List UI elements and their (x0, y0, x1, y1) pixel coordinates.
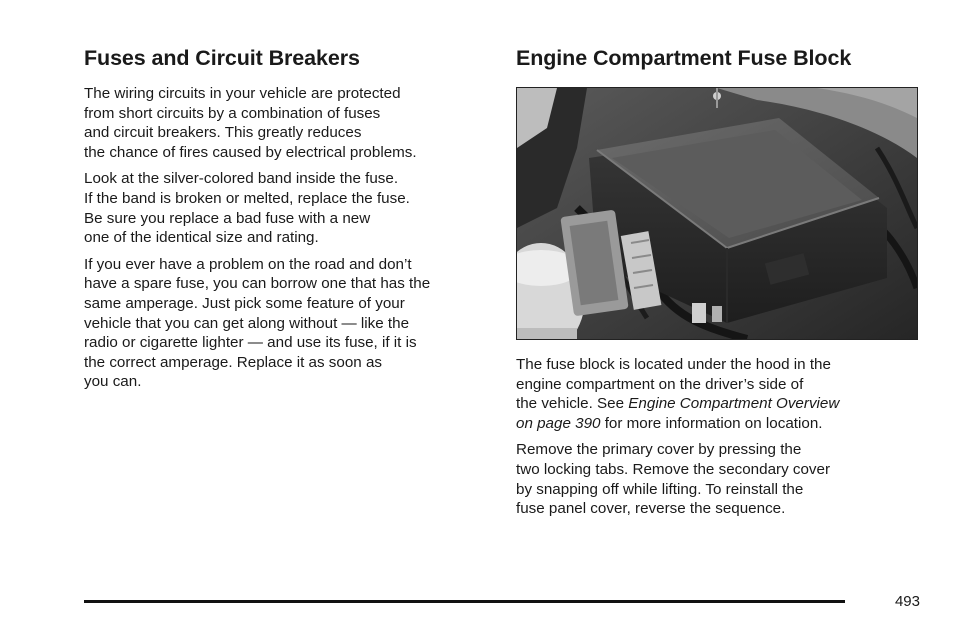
text-line: If the band is broken or melted, replace the fuse. (84, 189, 410, 207)
paragraph-spare-fuse (84, 255, 486, 392)
paragraph-remove-cover (516, 440, 918, 518)
text-line: two locking tabs. Remove the secondary cover (516, 460, 831, 478)
text-line: The wiring circuits in your vehicle are protected (84, 85, 401, 102)
text-line: vehicle that you can get along without — like the (84, 314, 410, 332)
text-line: Look at the silver-colored band inside the fuse. (84, 170, 399, 188)
paragraph-wiring (84, 84, 486, 162)
text-line: one of the identical size and rating. (84, 229, 319, 247)
text-line: from short circuits by a combination of fuses (84, 104, 381, 122)
text-line: Be sure you replace a bad fuse with a new (84, 209, 371, 227)
text-line: fuse panel cover, reverse the sequence. (516, 500, 786, 518)
text-line: Remove the primary cover by pressing the (516, 441, 802, 459)
text-fragment: for more information on location. (600, 414, 823, 432)
text-line (516, 394, 918, 414)
section-heading-fuse-block: Engine Compartment Fuse Block (516, 46, 852, 70)
text-line: The fuse block is located under the hood in the (516, 356, 831, 373)
paragraph-location (516, 355, 918, 433)
text-line: by snapping off while lifting. To reinstall the (516, 480, 804, 498)
engine-fuse-block-photo (516, 87, 918, 340)
text-fragment: the vehicle. See (516, 395, 629, 413)
right-column-body (516, 355, 918, 526)
cross-reference-page[interactable]: on page 390 (516, 414, 601, 432)
section-heading-fuses: Fuses and Circuit Breakers (84, 46, 360, 70)
right-column (516, 44, 918, 84)
text-line: same amperage. Just pick some feature of your (84, 294, 405, 312)
text-line: the chance of fires caused by electrical problems. (84, 143, 417, 161)
text-line: have a spare fuse, you can borrow one that has the (84, 275, 431, 293)
text-line: radio or cigarette lighter — and use its fuse, if it is (84, 334, 417, 352)
text-line: engine compartment on the driver’s side of (516, 375, 804, 393)
paragraph-silver-band (84, 169, 486, 247)
footer-rule (84, 600, 845, 603)
text-line: and circuit breakers. This greatly reduces (84, 124, 362, 142)
text-line: the correct amperage. Replace it as soon as (84, 353, 383, 371)
text-line (516, 414, 918, 434)
text-line: you can. (84, 373, 142, 391)
text-line: If you ever have a problem on the road and don’t (84, 255, 412, 273)
cross-reference-link[interactable]: Engine Compartment Overview (628, 395, 840, 413)
left-column (84, 44, 486, 399)
page-number: 493 (894, 593, 920, 610)
